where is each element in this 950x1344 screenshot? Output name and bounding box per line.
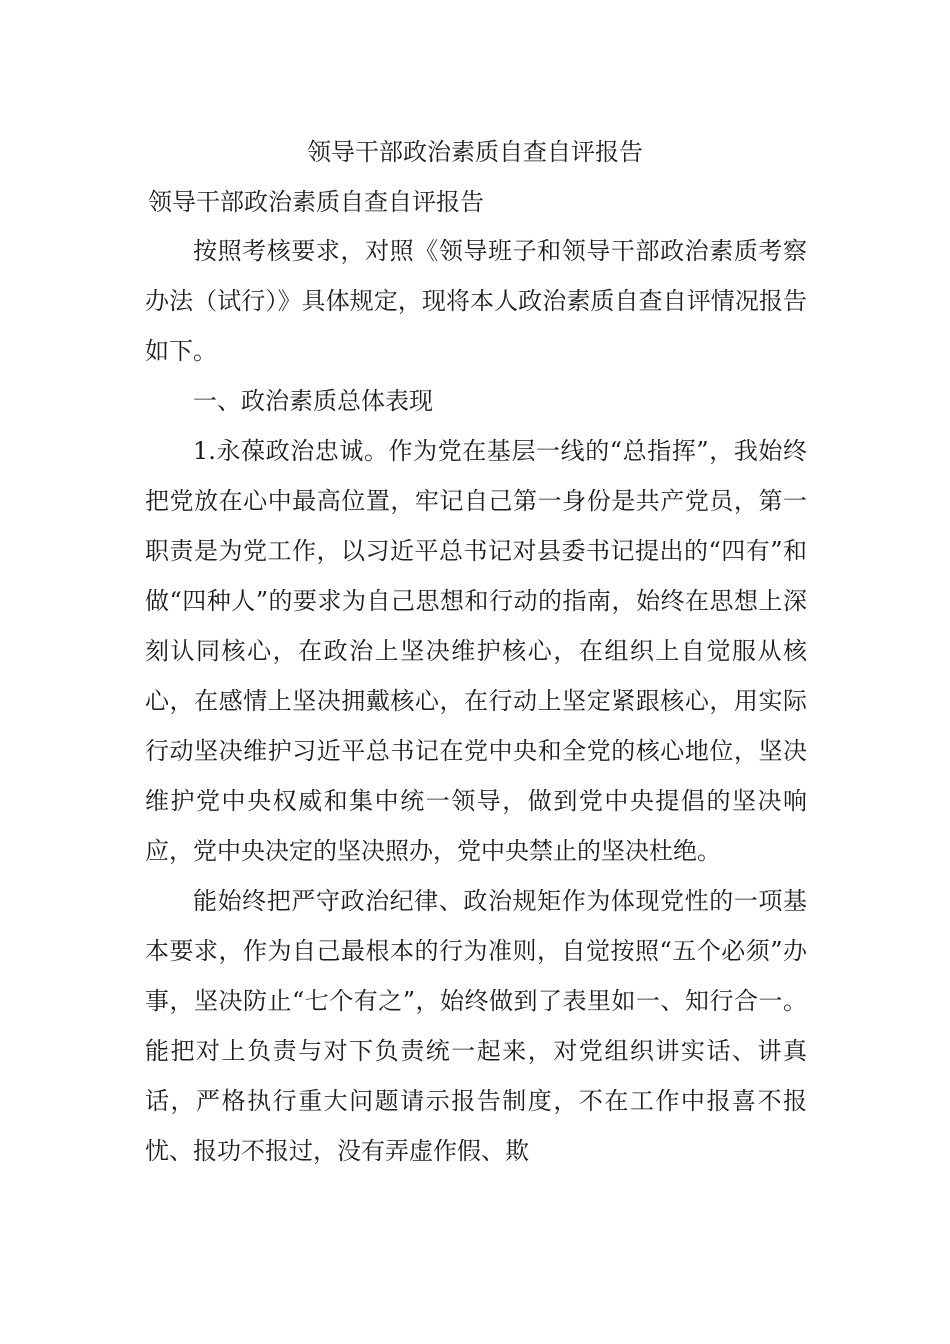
section-heading: 一、政治素质总体表现 [193, 387, 433, 415]
document-body [145, 226, 807, 1176]
paragraph-intro: 按照考核要求，对照《领导班子和领导干部政治素质考察办法（试行）》具体规定，现将本人政治素质自查自评情况报告如下。 [145, 237, 807, 365]
paragraph-loyalty: 1.永葆政治忠诚。作为党在基层一线的“总指挥”，我始终把党放在心中最高位置，牢记自己第一身份是共产党员，第一职责是为党工作，以习近平总书记对县委书记提出的“四有”和做“四种人”的要求为自己思想和行动的指南，始终在思想上深刻认同核心，在政治上坚决维护核心，在组织上自觉服从核心，在感情上坚决拥戴核心，在行动上坚定紧跟核心，用实际行动坚决维护习近平总书记在党中央和全党的核心地位，坚决维护党中央权威和集中统一领导，做到党中央提倡的坚决响应，党中央决定的坚决照办，党中央禁止的坚决杜绝。 [145, 437, 807, 865]
document-subtitle: 领导干部政治素质自查自评报告 [148, 188, 484, 216]
document-title: 领导干部政治素质自查自评报告 [307, 138, 643, 166]
paragraph-discipline: 能始终把严守政治纪律、政治规矩作为体现党性的一项基本要求，作为自己最根本的行为准则，自觉按照“五个必须”办事，坚决防止“七个有之”，始终做到了表里如一、知行合一。能把对上负责与对下负责统一起来，对党组织讲实话、讲真话，严格执行重大问题请示报告制度，不在工作中报喜不报忧、报功不报过，没有弄虚作假、欺 [145, 887, 807, 1165]
